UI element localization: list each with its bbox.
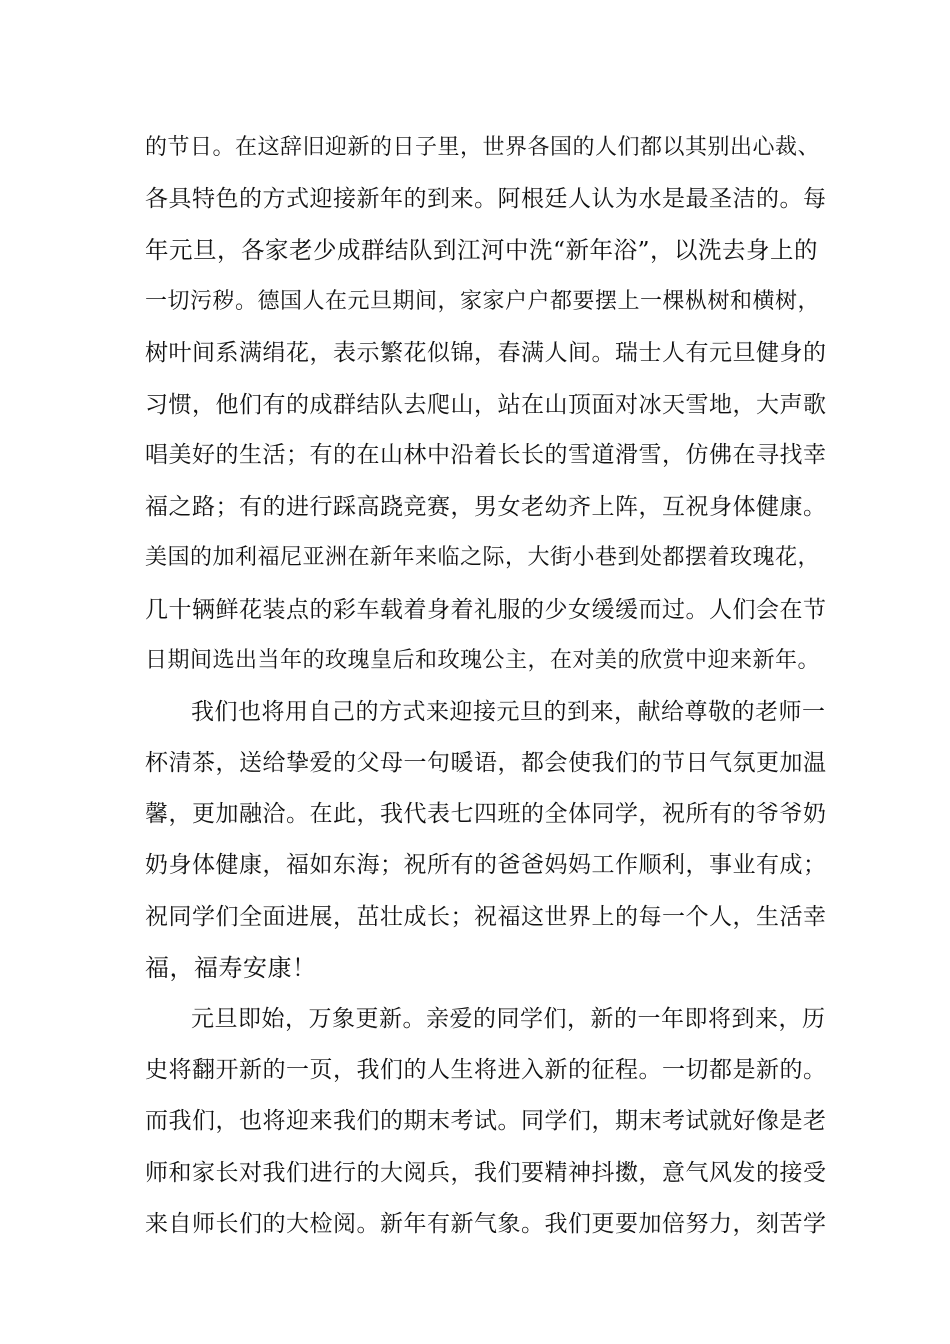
text-line: 福，福寿安康！: [145, 954, 317, 982]
text-line: 馨，更加融洽。在此，我代表七四班的全体同学，祝所有的爷爷奶: [145, 801, 827, 827]
text-line: 树叶间系满绢花，表示繁花似锦，春满人间。瑞士人有元旦健身的: [145, 340, 827, 366]
text-line: 杯清茶，送给挚爱的父母一句暖语，都会使我们的节日气氛更加温: [145, 750, 827, 776]
text-line: 而我们，也将迎来我们的期末考试。同学们，期末考试就好像是老: [145, 1108, 827, 1134]
text-line: 一切污秽。德国人在元旦期间，家家户户都要摆上一棵枞树和横树，: [145, 289, 821, 314]
text-line: 日期间选出当年的玫瑰皇后和玫瑰公主，在对美的欣赏中迎来新年。: [145, 648, 821, 673]
text-line: 来自师长们的大检阅。新年有新气象。我们更要加倍努力，刻苦学: [145, 1211, 827, 1237]
paragraph-start-line: 元旦即始，万象更新。亲爱的同学们，新的一年即将到来，历: [191, 1006, 826, 1032]
text-line: 福之路；有的进行踩高跷竞赛，男女老幼齐上阵，互祝身体健康。: [145, 494, 827, 520]
text-line: 的节日。在这辞旧迎新的日子里，世界各国的人们都以其别出心裁、: [145, 135, 821, 160]
text-line: 史将翻开新的一页，我们的人生将进入新的征程。一切都是新的。: [145, 1057, 827, 1083]
text-line: 美国的加利福尼亚洲在新年来临之际，大街小巷到处都摆着玫瑰花，: [145, 545, 821, 570]
paragraph-start-line: 我们也将用自己的方式来迎接元旦的到来，献给尊敬的老师一: [191, 699, 826, 725]
text-line: 师和家长对我们进行的大阅兵，我们要精神抖擞，意气风发的接受: [145, 1160, 827, 1186]
text-line: 各具特色的方式迎接新年的到来。阿根廷人认为水是最圣洁的。每: [145, 186, 827, 212]
text-line: 奶身体健康，福如东海；祝所有的爸爸妈妈工作顺利，事业有成；: [145, 852, 827, 878]
text-line: 习惯，他们有的成群结队去爬山，站在山顶面对冰天雪地，大声歌: [145, 392, 827, 418]
text-line: 年元旦，各家老少成群结队到江河中洗“新年浴”，以洗去身上的: [145, 236, 819, 264]
text-line: 几十辆鲜花装点的彩车载着身着礼服的少女缓缓而过。人们会在节: [145, 597, 827, 623]
text-line: 祝同学们全面进展，茁壮成长；祝福这世界上的每一个人，生活幸: [145, 904, 827, 930]
text-line: 唱美好的生活；有的在山林中沿着长长的雪道滑雪，仿佛在寻找幸: [145, 442, 827, 468]
